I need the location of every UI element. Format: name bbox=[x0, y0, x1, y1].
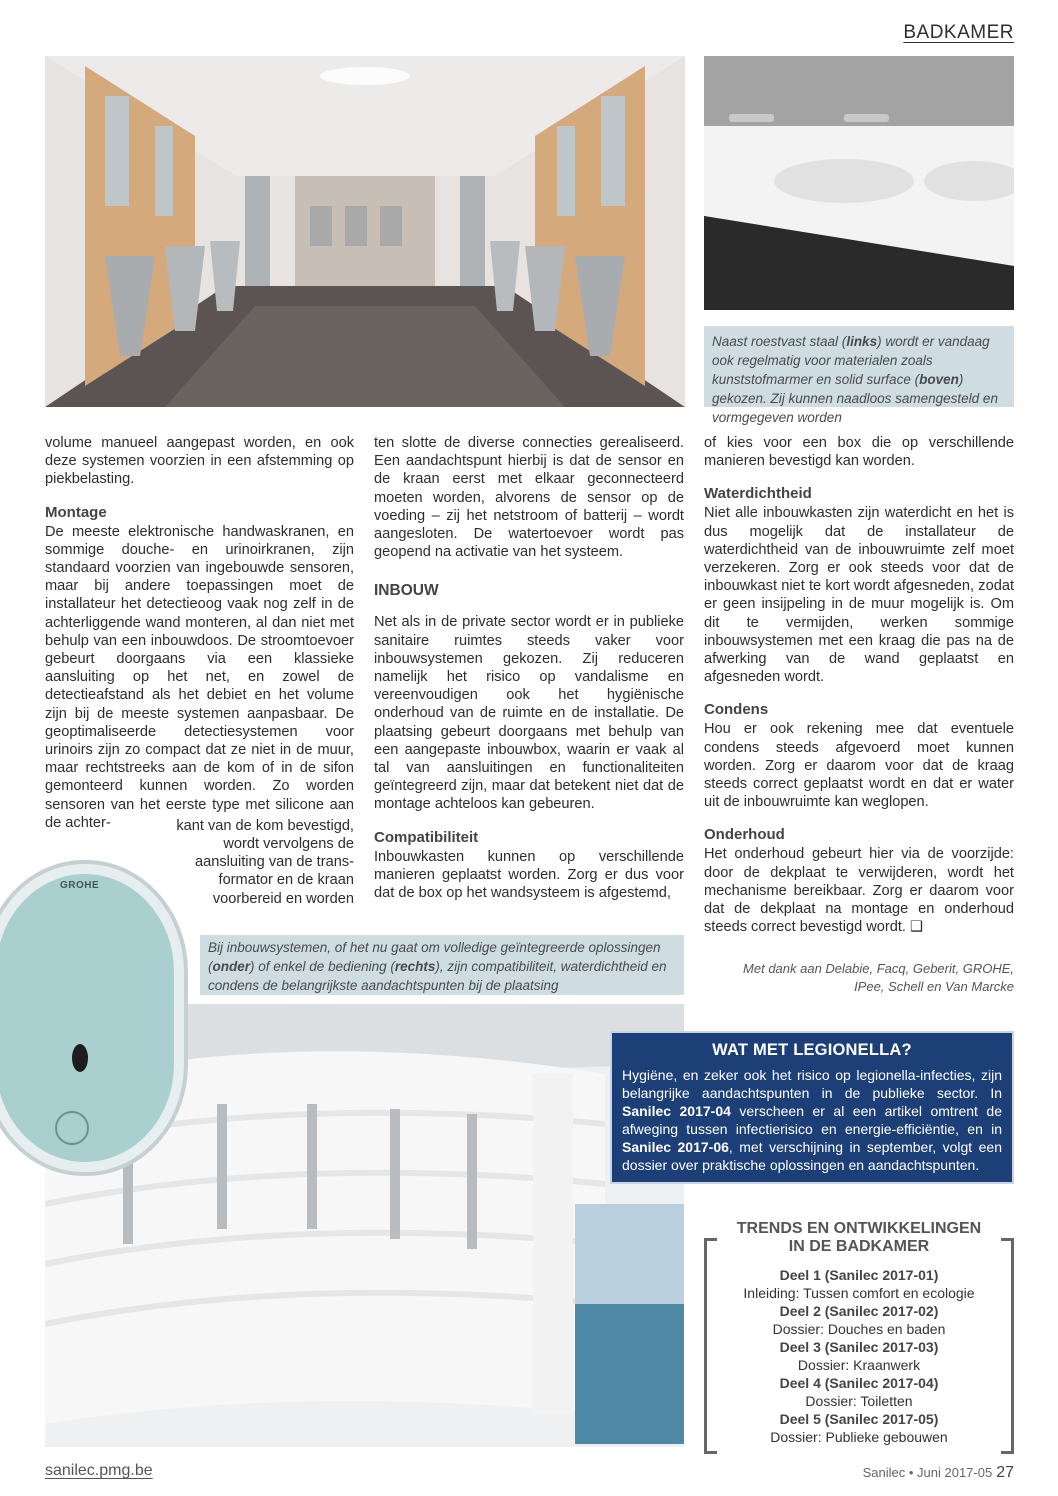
wrap-line: voorbereid en worden bbox=[212, 890, 354, 907]
paragraph: of kies voor een box die op verschillende manieren bevestigd kan worden. bbox=[704, 435, 1014, 470]
credits bbox=[704, 960, 1014, 996]
trends-list bbox=[704, 1266, 1014, 1446]
list-item: Deel 2 (Sanilec 2017-02) bbox=[779, 1303, 939, 1319]
heading-condens: Condens bbox=[704, 701, 769, 719]
list-item: Deel 1 (Sanilec 2017-01) bbox=[779, 1267, 939, 1283]
washroom-photo bbox=[45, 56, 685, 407]
paragraph: Hou er ook rekening mee dat eventuele condens steeds afgevoerd moet kunnen worden. Zorg er daarom voor dat de kraag steeds correct geplaatst wordt en dat er water uit de inbouwruimte kan weglopen. bbox=[704, 721, 1014, 811]
paragraph: Inbouwkasten kunnen op verschillende manieren geplaatst worden. Zorg er dus voor dat de box op het wandsysteem is afgestemd, bbox=[374, 848, 684, 902]
legionella-text: Hygiëne, en zeker ook het risico op legionella-infecties, zijn belangrijke aandachtspunten in de publieke sector. In Sanilec 2017-04 verscheen er al een artikel omtrent de afweging tussen infectierisico en energie-efficiëntie, en in Sanilec 2017-06, met verschijning in september, volgt een dossier over praktische oplossingen en aandachtspunten. bbox=[622, 1067, 1003, 1173]
paragraph: Net als in de private sector wordt er in publieke sanitaire ruimtes steeds vaker voor inbouwsystemen gekozen. Zij reduceren namelijk het risico op vandalisme en vereenvoudigen ook het hygiënische onderhoud van de ruimte en de installatie. De plaatsing gebeurt doorgaans met behulp van een aangepaste inbouwbox, waarin er vaak al tal van aansluitingen en functionaliteiten geïntegreerd zijn, maar dat betekent niet dat de montage achteloos kan gebeuren. bbox=[374, 614, 684, 813]
list-item: Dossier: Toiletten bbox=[805, 1393, 913, 1409]
caption-middle: Bij inbouwsystemen, of het nu gaat om volledige geïntegreerde oplossingen (onder) of enkel de bediening (rechts), zijn compatibiliteit, waterdichtheid en condens de belangrijkste aandachtspunten bij de plaatsing bbox=[200, 935, 684, 995]
trends-title: TRENDS EN ONTWIKKELINGEN IN DE BADKAMER bbox=[736, 1220, 982, 1255]
paragraph: volume manueel aangepast worden, en ook deze systemen voorzien in een afstemming op piekbelasting. bbox=[45, 435, 354, 488]
wrap-line: aansluiting van de trans- bbox=[194, 854, 354, 871]
paragraph: De meeste elektronische handwaskranen, en sommige douche- en urinoirkranen, zijn standaard voorzien van ingebouwde sensoren, maar bij andere toepassingen moet de installateur het detectieoog vaak nog zelf in de achterliggende wand monteren, al dan niet met behulp van een inbouwdoos. De stroomtoevoer gebeurt doorgaans via een klassieke aansluiting op het net, en zowel de detectieafstand als het debiet en het volume zijn bij de meeste systemen aanpasbaar. De geoptimaliseerde detectiesystemen voor urinoirs zijn zo compact dat ze niet in de muur, maar rechtstreeks aan de kom of in de sifon gemonteerd kunnen worden. Zo worden sensoren van het eerste type met silicone aan de achter- bbox=[45, 523, 354, 831]
solid-surface-sink-photo bbox=[704, 56, 1014, 310]
issue-label: Sanilec • Juni 2017-05 bbox=[862, 1465, 993, 1480]
heading-onderhoud: Onderhoud bbox=[704, 826, 785, 844]
heading-compatibiliteit: Compatibiliteit bbox=[374, 828, 479, 846]
credits-line: Met dank aan Delabie, Facq, Geberit, GROHE, bbox=[743, 961, 1014, 976]
list-item: Inleiding: Tussen comfort en ecologie bbox=[743, 1285, 975, 1301]
wrap-line: formator en de kraan bbox=[218, 872, 354, 889]
column-3 bbox=[704, 434, 1014, 936]
legionella-box bbox=[610, 1031, 1014, 1184]
brand-logo: GROHE bbox=[60, 880, 100, 891]
list-item: Dossier: Publieke gebouwen bbox=[770, 1429, 948, 1445]
list-item: Deel 3 (Sanilec 2017-03) bbox=[779, 1339, 939, 1355]
caption-top-right: Naast roestvast staal (links) wordt er vandaag ook regelmatig voor materialen zoals kunststofmarmer en solid surface (boven) gekozen. Zij kunnen naadloos samengesteld en vormgegeven worden bbox=[704, 326, 1014, 407]
list-item: Deel 5 (Sanilec 2017-05) bbox=[779, 1411, 939, 1427]
trends-series-box bbox=[704, 1220, 1014, 1450]
credits-line: IPee, Schell en Van Marcke bbox=[854, 979, 1014, 994]
column-1-wrap bbox=[170, 835, 354, 908]
wrap-line: kant van de kom bevestigd, bbox=[176, 818, 354, 834]
list-item: Dossier: Kraanwerk bbox=[797, 1357, 921, 1373]
column-1 bbox=[45, 434, 354, 832]
page-number: 27 bbox=[996, 1464, 1014, 1481]
heading-montage: Montage bbox=[45, 503, 107, 521]
website-link[interactable]: sanilec.pmg.be bbox=[45, 1462, 153, 1479]
bracket-left bbox=[704, 1238, 717, 1454]
heading-waterdichtheid: Waterdichtheid bbox=[704, 485, 812, 503]
list-item: Dossier: Douches en baden bbox=[772, 1321, 946, 1337]
end-mark-icon: ❑ bbox=[910, 919, 924, 936]
bracket-right bbox=[1001, 1238, 1014, 1454]
column-1-wrap bbox=[130, 817, 354, 835]
paragraph: Niet alle inbouwkasten zijn waterdicht en het is dus mogelijk dat de installateur de waterdichtheid van de inbouwruimte zelf moet verzekeren. Zorg er ook steeds voor dat de inbouwkast niet te kort wordt afgesneden, zodat er geen insijpeling in de muur mogelijk is. Om dit te vermijden, werken sommige inbouwsystemen met een kraag die pas na de afwerking van de wand geplaatst en afgesneden wordt. bbox=[704, 505, 1014, 686]
list-item: Deel 4 (Sanilec 2017-04) bbox=[779, 1375, 939, 1391]
wrap-line: wordt vervolgens de bbox=[223, 836, 354, 852]
heading-inbouw: INBOUW bbox=[374, 582, 439, 600]
paragraph: Het onderhoud gebeurt hier via de voorzijde: door de dekplaat te verwijderen, wordt het mechanisme bereikbaar. Zorg er daarom voor dat de dekplaat na montage en onderhoud steeds correct bevestigd wordt. ❑ bbox=[704, 846, 1014, 936]
legionella-title: WAT MET LEGIONELLA? bbox=[712, 1041, 912, 1059]
section-label: BADKAMER bbox=[903, 22, 1014, 43]
grohe-sensor-plate bbox=[0, 858, 190, 1178]
column-2 bbox=[374, 434, 684, 902]
footer-issue bbox=[863, 1464, 1014, 1482]
paragraph: ten slotte de diverse connecties gerealiseerd. Een aandachtspunt hierbij is dat de sensor en de kraan eerst met elkaar geconnecteerd moeten worden, alvorens de sensor op de voeding – zij het netstroom of batterij – wordt aangesloten. De watertoevoer wordt pas geopend na activatie van het systeem. bbox=[374, 435, 684, 561]
